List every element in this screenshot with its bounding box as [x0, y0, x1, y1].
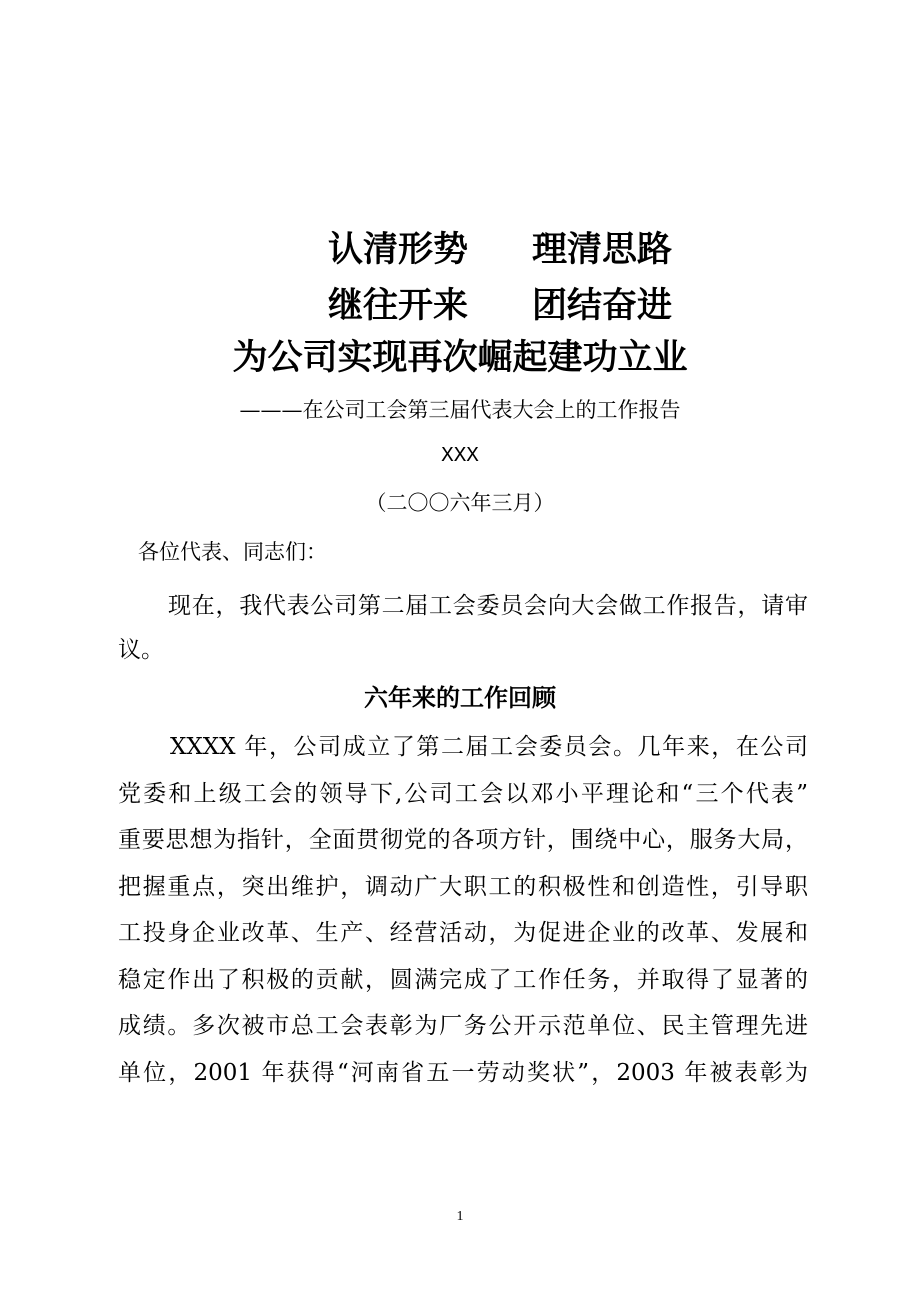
report-author: XXX — [441, 445, 479, 468]
report-subtitle: ———在公司工会第三届代表大会上的工作报告 — [239, 398, 681, 422]
body-line: 工投身企业改革、生产、经营活动，为促进企业的改革、发展和 — [118, 920, 808, 946]
title-line-2-right: 团结奋进 — [532, 286, 673, 326]
body-line: 党委和上级工会的领导下,公司工会以邓小平理论和“三个代表” — [118, 780, 808, 807]
body-line: 单位，2001 年获得“河南省五一劳动奖状”，2003 年被表彰为 — [118, 1059, 808, 1086]
page-number: 1 — [456, 1209, 464, 1224]
body-line: 重要思想为指针，全面贯彻党的各项方针，围绕中心，服务大局， — [118, 827, 808, 853]
section-heading: 六年来的工作回顾 — [364, 683, 556, 712]
body-line: 成绩。多次被市总工会表彰为厂务公开示范单位、民主管理先进 — [118, 1013, 808, 1039]
intro-paragraph: 现在，我代表公司第二届工会委员会向大会做工作报告，请审议。 — [118, 593, 808, 663]
title-line-1-left: 认清形势 — [328, 230, 469, 270]
body-line: 稳定作出了积极的贡献，圆满完成了工作任务，并取得了显著的 — [118, 966, 808, 993]
body-line: 把握重点，突出维护，调动广大职工的积极性和创造性，引导职 — [118, 873, 808, 900]
body-paragraph — [118, 724, 808, 1096]
report-date: （二〇〇六年三月） — [365, 491, 555, 515]
title-line-2-left: 继往开来 — [328, 286, 469, 326]
title-line-3: 为公司实现再次崛起建功立业 — [232, 338, 688, 378]
salutation: 各位代表、同志们： — [138, 540, 327, 564]
title-line-1-right: 理清思路 — [532, 230, 673, 270]
body-line: XXXX 年，公司成立了第二届工会委员会。几年来，在公司 — [170, 734, 808, 760]
